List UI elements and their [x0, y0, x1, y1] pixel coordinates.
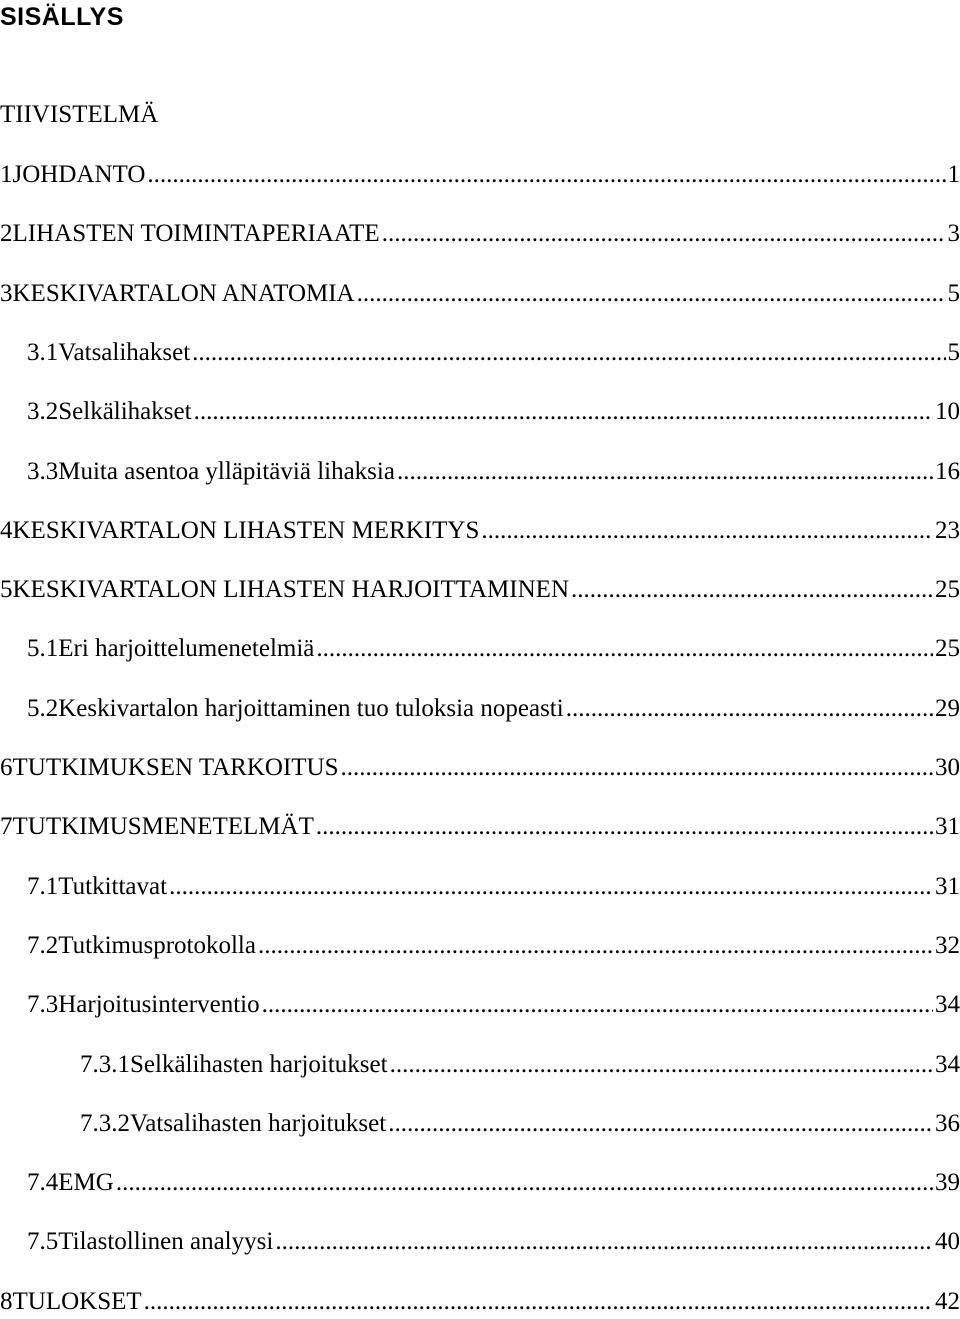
- toc-entry-number: 3.2: [27, 397, 58, 427]
- toc-entry-number: 7.2: [27, 931, 58, 961]
- toc-entry-title: Selkälihasten harjoitukset: [130, 1050, 388, 1080]
- toc-entry-number: 7.4: [27, 1168, 58, 1198]
- toc-entry[interactable]: [0, 1287, 960, 1319]
- toc-entry-title: KESKIVARTALON ANATOMIA: [13, 279, 355, 309]
- toc-dot-leader: [262, 990, 933, 1020]
- toc-entry-number: 7.3: [27, 990, 58, 1020]
- toc-entry-abstract[interactable]: TIIVISTELMÄ: [0, 100, 158, 130]
- toc-entry-title: Tilastollinen analyysi: [58, 1227, 273, 1257]
- toc-entry[interactable]: [27, 1227, 960, 1259]
- toc-entry-page-number: 5: [948, 279, 960, 309]
- toc-entry-number: 4: [0, 516, 13, 546]
- toc-dot-leader: [481, 516, 933, 546]
- toc-entry-number: 1: [0, 160, 13, 190]
- toc-entry-number: 7.1: [27, 872, 58, 902]
- toc-dot-leader: [357, 279, 946, 309]
- toc-entry[interactable]: [0, 516, 960, 548]
- toc-entry-title: Eri harjoittelumenetelmiä: [58, 634, 314, 664]
- toc-entry-number: 7.3.2: [80, 1109, 130, 1139]
- toc-entry-page-number: 40: [935, 1227, 960, 1257]
- toc-entry-page-number: 29: [935, 694, 960, 724]
- toc-dot-leader: [258, 931, 933, 961]
- toc-entry-title: KESKIVARTALON LIHASTEN MERKITYS: [13, 516, 480, 546]
- toc-dot-leader: [388, 1109, 933, 1139]
- toc-entry[interactable]: [27, 338, 960, 370]
- toc-entry[interactable]: [80, 1050, 960, 1082]
- toc-entry-page-number: 25: [935, 575, 960, 605]
- toc-entry-title: LIHASTEN TOIMINTAPERIAATE: [13, 219, 380, 249]
- toc-entry[interactable]: [0, 575, 960, 607]
- toc-dot-leader: [316, 812, 933, 842]
- toc-entry-number: 2: [0, 219, 13, 249]
- toc-dot-leader: [390, 1050, 933, 1080]
- toc-dot-leader: [275, 1227, 933, 1257]
- toc-dot-leader: [194, 397, 933, 427]
- toc-entry-page-number: 16: [935, 457, 960, 487]
- toc-entry-title: Selkälihakset: [58, 397, 191, 427]
- toc-entry[interactable]: [27, 694, 960, 726]
- toc-entry-title: Vatsalihakset: [58, 338, 190, 368]
- toc-entry-number: 7.3.1: [80, 1050, 130, 1080]
- toc-entry[interactable]: [27, 1168, 960, 1200]
- toc-entry-page-number: 39: [935, 1168, 960, 1198]
- toc-entry-title: TULOKSET: [13, 1287, 142, 1317]
- toc-entry-number: 7.5: [27, 1227, 58, 1257]
- toc-entry-title: Keskivartalon harjoittaminen tuo tuloksia nopeasti: [58, 694, 563, 724]
- toc-dot-leader: [382, 219, 946, 249]
- toc-entry[interactable]: [27, 931, 960, 963]
- toc-entry-page-number: 32: [935, 931, 960, 961]
- toc-dot-leader: [192, 338, 945, 368]
- toc-entry-number: 5.2: [27, 694, 58, 724]
- toc-entry-title: JOHDANTO: [13, 160, 146, 190]
- toc-entry[interactable]: [0, 160, 960, 192]
- page-heading: SISÄLLYS: [0, 2, 124, 32]
- toc-entry-number: 7: [0, 812, 13, 842]
- toc-entry-page-number: 36: [935, 1109, 960, 1139]
- toc-entry-title: Vatsalihasten harjoitukset: [130, 1109, 386, 1139]
- toc-entry-number: 5: [0, 575, 13, 605]
- toc-entry-title: Muita asentoa ylläpitäviä lihaksia: [58, 457, 395, 487]
- toc-entry-number: 8: [0, 1287, 13, 1317]
- toc-dot-leader: [147, 160, 945, 190]
- toc-entry-page-number: 5: [948, 338, 960, 368]
- toc-entry-number: 3.3: [27, 457, 58, 487]
- toc-entry-number: 6: [0, 753, 13, 783]
- toc-entry-page-number: 34: [935, 990, 960, 1020]
- toc-entry-number: 3: [0, 279, 13, 309]
- toc-entry[interactable]: [27, 990, 960, 1022]
- toc-entry[interactable]: [27, 457, 960, 489]
- toc-entry-title: TUTKIMUKSEN TARKOITUS: [13, 753, 339, 783]
- toc-entry-page-number: 3: [948, 219, 960, 249]
- toc-entry-page-number: 42: [935, 1287, 960, 1317]
- toc-entry[interactable]: [0, 812, 960, 844]
- toc-dot-leader: [169, 872, 933, 902]
- toc-entry-title: EMG: [58, 1168, 114, 1198]
- toc-entry[interactable]: [27, 872, 960, 904]
- toc-entry[interactable]: [0, 279, 960, 311]
- toc-entry-title: Tutkittavat: [58, 872, 167, 902]
- toc-entry-page-number: 31: [935, 872, 960, 902]
- toc-entry-title: Harjoitusinterventio: [58, 990, 259, 1020]
- toc-entry-title: KESKIVARTALON LIHASTEN HARJOITTAMINEN: [13, 575, 570, 605]
- toc-entry-page-number: 23: [935, 516, 960, 546]
- toc-dot-leader: [571, 575, 933, 605]
- toc-entry-page-number: 1: [948, 160, 960, 190]
- toc-dot-leader: [316, 634, 933, 664]
- toc-dot-leader: [116, 1168, 933, 1198]
- toc-entry-page-number: 10: [935, 397, 960, 427]
- toc-dot-leader: [566, 694, 933, 724]
- toc-entry-title: TUTKIMUSMENETELMÄT: [13, 812, 314, 842]
- toc-entry-page-number: 34: [935, 1050, 960, 1080]
- toc-dot-leader: [341, 753, 933, 783]
- toc-entry-number: 3.1: [27, 338, 58, 368]
- toc-entry-page-number: 30: [935, 753, 960, 783]
- toc-entry-number: 5.1: [27, 634, 58, 664]
- toc-dot-leader: [144, 1287, 933, 1317]
- toc-entry[interactable]: [27, 397, 960, 429]
- toc-entry[interactable]: [27, 634, 960, 666]
- toc-dot-leader: [397, 457, 933, 487]
- toc-entry-page-number: 25: [935, 634, 960, 664]
- toc-entry[interactable]: [0, 219, 960, 251]
- toc-entry-page-number: 31: [935, 812, 960, 842]
- toc-entry[interactable]: [0, 753, 960, 785]
- toc-entry[interactable]: [80, 1109, 960, 1141]
- toc-entry-title: Tutkimusprotokolla: [58, 931, 256, 961]
